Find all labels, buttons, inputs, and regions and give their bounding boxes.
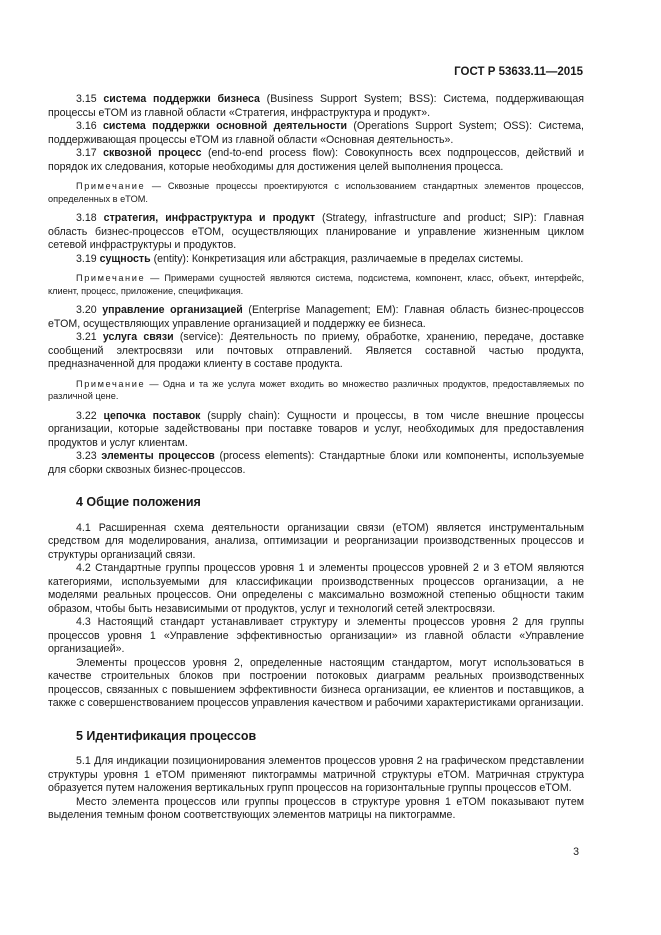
term-3-16: 3.16 система поддержки основной деятельности (Operations Support System; OSS): Система, поддерживающая процессы eTOM из главной области «Основная деятельность». <box>48 120 584 146</box>
section-4-para-3: 4.3 Настоящий стандарт устанавливает структуру и элементы процессов уровня 2 для группы процессов уровня 1 «Управление эффективностью организации» из главной области «Управление организацией». <box>48 616 584 655</box>
term-3-17: 3.17 сквозной процесс (end-to-end process flow): Совокупность всех подпроцессов, действий и порядок их следования, которые необходимы для достижения целей выполнения процесса. <box>48 147 584 173</box>
term-3-19: 3.19 сущность (entity): Конкретизация или абстракция, различаемые в пределах системы. <box>76 252 524 265</box>
term-3-15: 3.15 система поддержки бизнеса (Business Support System; BSS): Система, поддерживающая процессы eTOM из главной области «Стратегия, инфраструктура и продукт». <box>48 93 584 119</box>
section-5-para-2: Место элемента процессов или группы процессов в структуре уровня 1 eTOM показывают путем выделения темным фоном соответствующих элементов матрицы на пиктограмме. <box>48 795 584 821</box>
document-id: ГОСТ Р 53633.11—2015 <box>454 66 583 78</box>
section-4-title: 4 Общие положения <box>76 495 201 509</box>
note-1: Примечание — Сквозные процессы проектируются с использованием стандартных элементов процессов, определенных в eTOM. <box>48 181 584 204</box>
section-5-para-1: 5.1 Для индикации позиционирования элементов процессов уровня 2 на графическом представлении структуры уровня 1 eTOM применяют пиктограммы матричной структуры eTOM. Матричная структура образуется путем наложения вертикальных групп процессов на горизонтальные группы процессов eTOM. <box>48 755 584 794</box>
term-3-18: 3.18 стратегия, инфраструктура и продукт (Strategy, infrastructure and product; SIP): Главная область бизнес-процессов eTOM, осуществляющих планирование и управление жизненным циклом сетевой инфраструктуры и продуктов. <box>48 212 584 251</box>
term-3-20: 3.20 управление организацией (Enterprise Management; EM): Главная область бизнес-процессов eTOM, осуществляющих управление организацией и поддержку ее бизнеса. <box>48 304 584 330</box>
term-3-23: 3.23 элементы процессов (process elements): Стандартные блоки или компоненты, используемые для сборки сквозных бизнес-процессов. <box>48 450 584 476</box>
page-content <box>48 93 584 823</box>
section-4-para-1: 4.1 Расширенная схема деятельности организации связи (eTOM) является инструментальным средством для моделирования, анализа, оптимизации и реорганизации производственных процессов и структуры организаций связи. <box>48 521 584 561</box>
section-4-para-2: 4.2 Стандартные группы процессов уровня 1 и элементы процессов уровней 2 и 3 eTOM являются категориями, используемыми для классификации производственных процессов организации, а не моделями реальных процессов. Они определены с максимально возможной степенью общности таким образом, чтобы быть независимыми от продуктов, услуг и технологий сетей электросвязи. <box>48 562 584 615</box>
section-4-para-4: Элементы процессов уровня 2, определенные настоящим стандартом, могут использоваться в качестве строительных блоков при построении потоковых диаграмм реальных производственных процессов, связанных с повышением эффективности бизнеса организации, ее клиентов и поставщиков, а также с совершенствованием процессов управления качеством и рабочими характеристиками организации. <box>48 656 584 709</box>
page-number: 3 <box>573 846 579 858</box>
term-3-22: 3.22 цепочка поставок (supply chain): Сущности и процессы, в том числе внешние процессы организации, которые задействованы при поставке товаров и услуг, необходимых для предоставления продуктов и услуг клиентам. <box>48 409 584 449</box>
term-3-21: 3.21 услуга связи (service): Деятельность по приему, обработке, хранению, передаче, доставке сообщений электросвязи или почтовых отправлений. Является составной частью продукта, предназначенной для продажи клиенту в составе продукта. <box>48 331 584 370</box>
note-3: Примечание — Одна и та же услуга может входить во множество различных продуктов, предоставляемых по различной цене. <box>48 378 584 401</box>
section-5-title: 5 Идентификация процессов <box>76 728 257 743</box>
note-2: Примечание — Примерами сущностей являются система, подсистема, компонент, класс, объект, интерфейс, клиент, процесс, приложение, спецификация. <box>48 273 584 296</box>
